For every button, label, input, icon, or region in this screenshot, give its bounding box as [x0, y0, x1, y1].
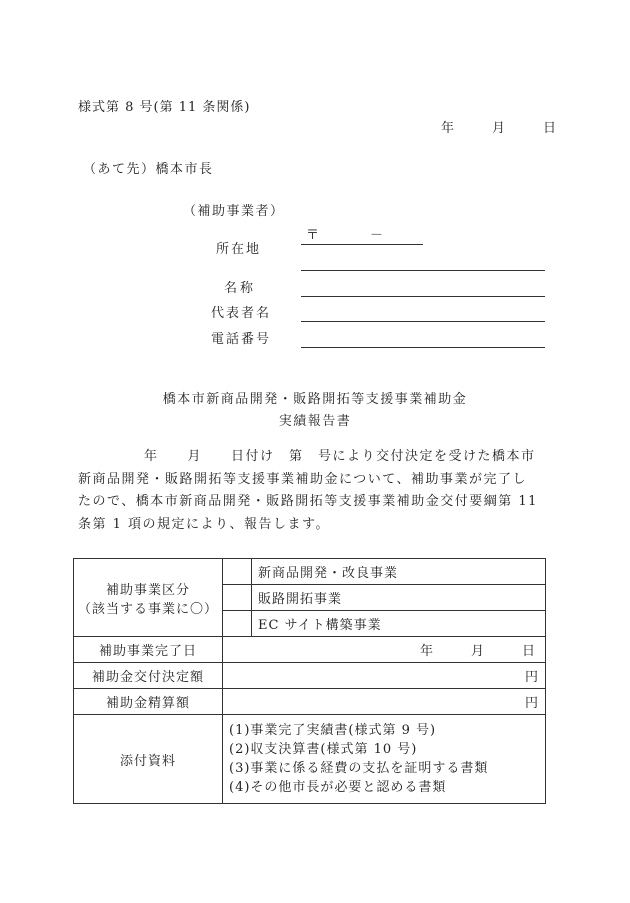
completion-date-label: 補助事業完了日: [74, 637, 223, 663]
name-line: [301, 296, 545, 297]
body-line-1: 年 月 日付け 第 号により交付決定を受けた橋本市: [144, 449, 536, 464]
category-option-1: 新商品開発・改良事業: [252, 559, 546, 585]
attachment-item: (4)その他市長が必要と認める書類: [229, 780, 447, 795]
address-label: 所在地: [216, 242, 262, 257]
grant-decision-value[interactable]: 円: [223, 663, 546, 689]
attachment-item: (2)収支決算書(様式第 10 号): [229, 742, 418, 757]
date-line: 年 月 日: [441, 121, 561, 136]
body-line-4: 条第 1 項の規定により、報告します。: [78, 516, 330, 532]
grant-decision-label: 補助金交付決定額: [74, 663, 223, 689]
phone-line: [301, 347, 545, 348]
name-label: 名称: [224, 281, 257, 296]
attachment-item: (3)事業に係る経費の支払を証明する書類: [229, 761, 489, 776]
postal-mark: 〒: [306, 228, 321, 243]
representative-label: 代表者名: [211, 306, 272, 321]
body-paragraph: [78, 446, 548, 536]
addressee: （あて先）橋本市長: [83, 162, 214, 177]
attachments-list: [223, 715, 546, 804]
attachments-label: 添付資料: [74, 715, 223, 804]
category-check-1[interactable]: [223, 559, 252, 585]
category-label-cell: [74, 559, 223, 637]
body-line-2: 新商品開発・販路開拓等支援事業補助金について、補助事業が完了し: [78, 471, 527, 487]
attachment-item: (1)事業完了実績書(様式第 9 号): [229, 723, 437, 738]
settlement-label: 補助金精算額: [74, 689, 223, 715]
document-title-line1: 橋本市新商品開発・販路開拓等支援事業補助金: [162, 392, 468, 407]
category-check-3[interactable]: [223, 611, 252, 637]
phone-label: 電話番号: [211, 332, 272, 347]
category-label-line2: （該当する事業に〇）: [77, 601, 218, 617]
applicant-section-label: （補助事業者）: [183, 204, 285, 219]
form-number: 様式第 8 号(第 11 条関係): [78, 100, 251, 115]
document-title-line2: 実績報告書: [278, 414, 352, 429]
postal-code-line: [301, 244, 423, 245]
postal-dash: －: [370, 228, 385, 243]
category-option-2: 販路開拓事業: [252, 585, 546, 611]
report-table: [73, 558, 546, 804]
body-line-3: たので、橋本市新商品開発・販路開拓等支援事業補助金交付要綱第 11: [78, 494, 538, 509]
address-line: [301, 270, 545, 271]
representative-line: [301, 321, 545, 322]
settlement-value[interactable]: 円: [223, 689, 546, 715]
category-check-2[interactable]: [223, 585, 252, 611]
category-label-line1: 補助事業区分: [105, 582, 190, 598]
category-option-3: EC サイト構築事業: [252, 611, 546, 637]
completion-date-value[interactable]: 年 月 日: [223, 637, 546, 663]
